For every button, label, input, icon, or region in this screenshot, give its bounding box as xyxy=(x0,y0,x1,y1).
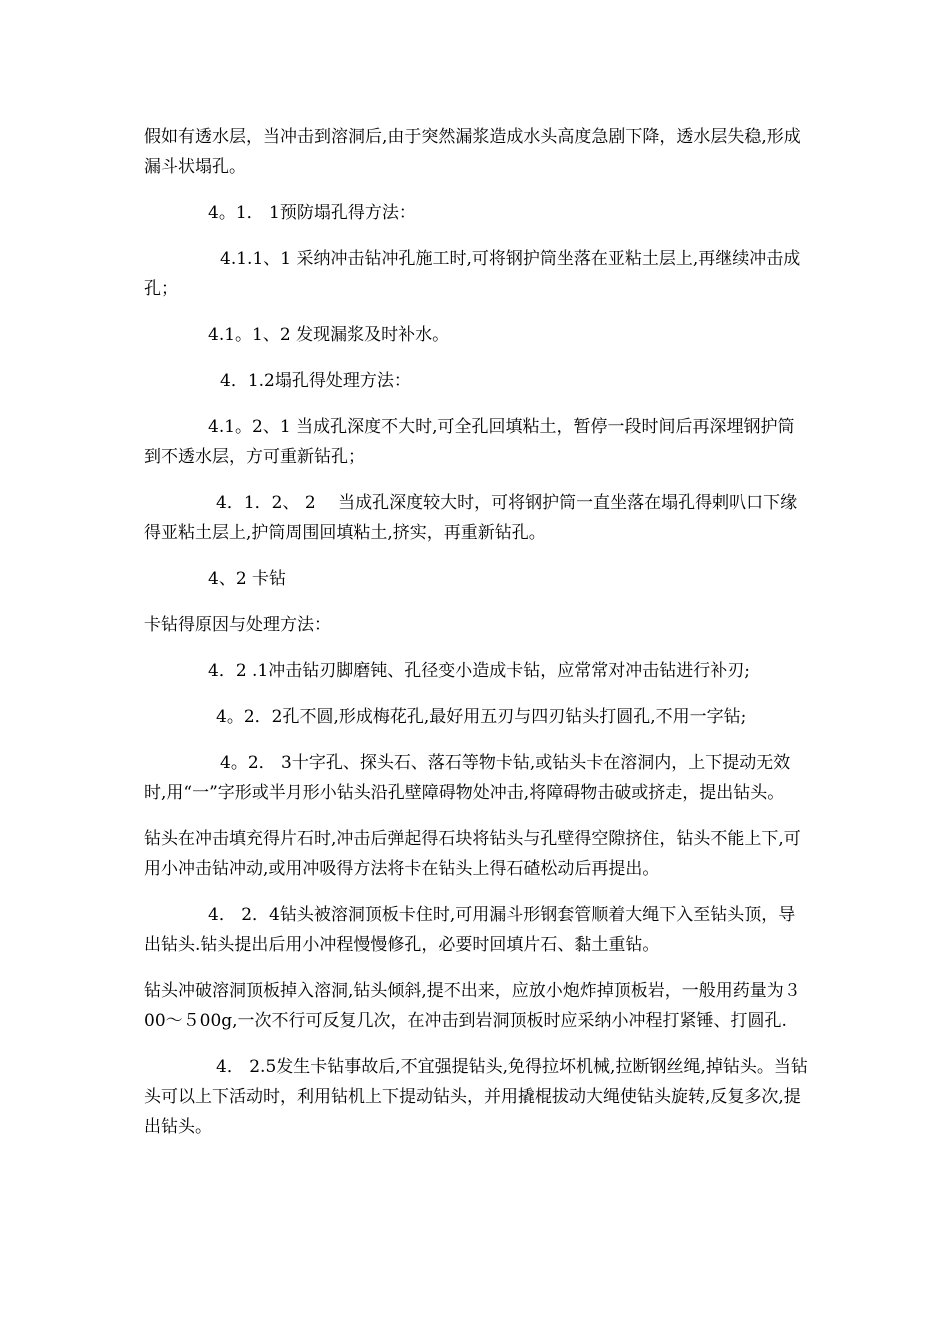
heading-4-1-2-treatment: 4．1.2塌孔得处理方法： xyxy=(220,371,411,391)
item-4-2-1: 4．2 .1冲击钻刃脚磨钝、孔径变小造成卡钻，应常常对冲击钻进行补刃; xyxy=(208,661,750,681)
document-body xyxy=(144,122,808,1158)
heading-4-2-stuck-drill: 4、2 卡钻 xyxy=(208,569,287,589)
item-4-2-2: 4。2．2孔不圆,形成梅花孔,最好用五刃与四刃钻头打圆孔,不用一字钻; xyxy=(216,707,747,727)
item-4-1-1-2: 4.1。1、2 发现漏浆及时补水。 xyxy=(208,325,450,345)
item-4-1-2-1: 4.1。2、1 当成孔深度不大时,可全孔回填粘土，暂停一段时间后再深埋钢护筒到不透水层，方可重新钻孔； xyxy=(144,417,795,467)
item-4-1-2-2: 4．1．2、 2 当成孔深度较大时，可将钢护筒一直坐落在塌孔得剌叭口下缘得亚粘土层上,护筒周围回填粘土,挤实，再重新钻孔。 xyxy=(144,493,798,543)
paragraph-collapse-cause: 假如有透水层，当冲击到溶洞后,由于突然漏浆造成水头高度急剧下降，透水层失稳,形成漏斗状塌孔。 xyxy=(144,127,801,177)
item-4-2-4: 4． 2．4钻头被溶洞顶板卡住时,可用漏斗形钢套管顺着大绳下入至钻头顶，导出钻头.钻头提出后用小冲程慢慢修孔，必要时回填片石、黏土重钻。 xyxy=(144,905,796,955)
item-4-2-5: 4． 2.5发生卡钻事故后,不宜强提钻头,免得拉坏机械,拉断钢丝绳,掉钻头。当钻头可以上下活动时，利用钻机上下提动钻头，并用撬棍拔动大绳使钻头旋转,反复多次,提出钻头。 xyxy=(144,1057,808,1137)
item-4-2-3: 4。2． 3十字孔、探头石、落石等物卡钻,或钻头卡在溶洞内，上下提动无效时,用“一”字形或半月形小钻头沿孔壁障碍物处冲击,将障碍物击破或挤走，提出钻头。 xyxy=(144,753,791,803)
paragraph-stuck-causes: 卡钻得原因与处理方法： xyxy=(144,615,331,635)
item-4-1-1-1: 4.1.1、1 采纳冲击钻冲孔施工时,可将钢护筒坐落在亚粘土层上,再继续冲击成孔； xyxy=(144,249,801,299)
paragraph-stone-stuck: 钻头在冲击填充得片石时,冲击后弹起得石块将钻头与孔壁得空隙挤住，钻头不能上下,可用小冲击钻冲动,或用冲吸得方法将卡在钻头上得石碴松动后再提出。 xyxy=(144,829,801,879)
heading-4-1-1-prevention: 4。1． 1预防塌孔得方法： xyxy=(208,203,416,223)
paragraph-cave-roof: 钻头冲破溶洞顶板掉入溶洞,钻头倾斜,提不出来，应放小炮炸掉顶板岩，一般用药量为３00～５00g,一次不行可反复几次，在冲击到岩洞顶板时应采纳小冲程打紧锤、打圆孔. xyxy=(144,981,801,1031)
